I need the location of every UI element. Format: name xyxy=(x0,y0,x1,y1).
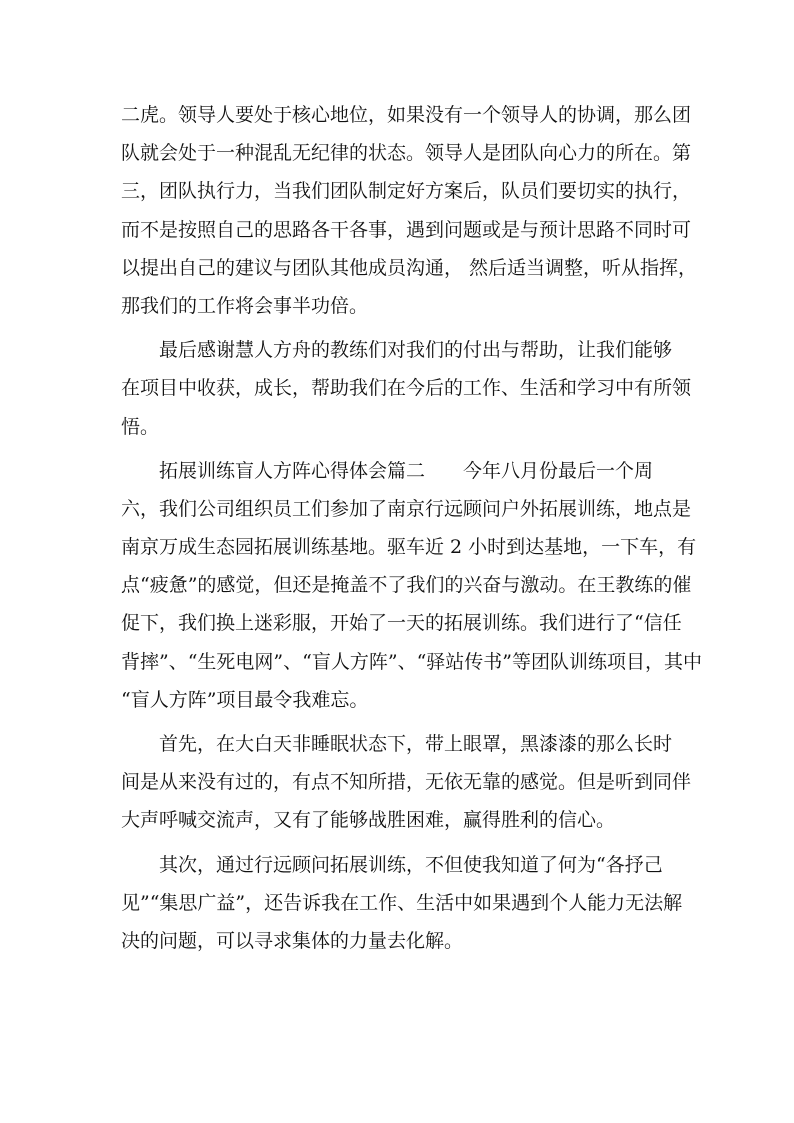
text-line: 以提出自己的建议与团队其他成员沟通， 然后适当调整，听从指挥， xyxy=(121,256,698,279)
text-line: 促下，我们换上迷彩服，开始了一天的拓展训练。我们进行了“信任 xyxy=(121,612,682,635)
text-line: 见”“集思广益”，还告诉我在工作、生活中如果遇到个人能力无法解 xyxy=(121,891,683,914)
text-line: 三，团队执行力，当我们团队制定好方案后，队员们要切实的执行， xyxy=(121,180,692,203)
text-line: “盲人方阵”项目最令我难忘。 xyxy=(121,688,369,711)
text-line: 间是从来没有过的，有点不知所措，无依无靠的感觉。但是听到同伴 xyxy=(121,771,692,794)
text-line: 而不是按照自己的思路各干各事，遇到问题或是与预计思路不同时可 xyxy=(121,218,692,241)
text-line: 悟。 xyxy=(121,415,160,438)
document-body xyxy=(121,96,702,960)
text-line: 二虎。领导人要处于核心地位，如果没有一个领导人的协调，那么团 xyxy=(121,104,692,126)
text-line: 拓展训练盲人方阵心得体会篇二 今年八月份最后一个周 xyxy=(121,459,654,482)
text-line: 南京万成生态园拓展训练基地。驱车近 2 小时到达基地，一下车，有 xyxy=(121,536,697,559)
text-line: 大声呼喊交流声，又有了能够战胜困难，赢得胜利的信心。 xyxy=(121,809,616,832)
text-line: 背摔”、“生死电网”、“盲人方阵”、“驿站传书”等团队训练项目，其中 xyxy=(121,650,702,673)
text-line: 最后感谢慧人方舟的教练们对我们的付出与帮助，让我们能够 xyxy=(121,339,673,362)
text-line: 决的问题，可以寻求集体的力量去化解。 xyxy=(121,929,464,952)
text-line: 其次，通过行远顾问拓展训练，不但使我知道了何为“各抒己 xyxy=(121,853,663,876)
text-line: 点“疲惫”的感觉，但还是掩盖不了我们的兴奋与激动。在王教练的催 xyxy=(121,574,692,597)
text-line: 在项目中收获，成长，帮助我们在今后的工作、生活和学习中有所领 xyxy=(121,377,692,400)
text-line: 队就会处于一种混乱无纪律的状态。领导人是团队向心力的所在。第 xyxy=(121,142,692,165)
text-line: 那我们的工作将会事半功倍。 xyxy=(121,294,369,317)
text-line: 首先，在大白天非睡眠状态下，带上眼罩，黑漆漆的那么长时 xyxy=(121,733,673,755)
text-line: 六，我们公司组织员工们参加了南京行远顾问户外拓展训练，地点是 xyxy=(121,497,692,520)
